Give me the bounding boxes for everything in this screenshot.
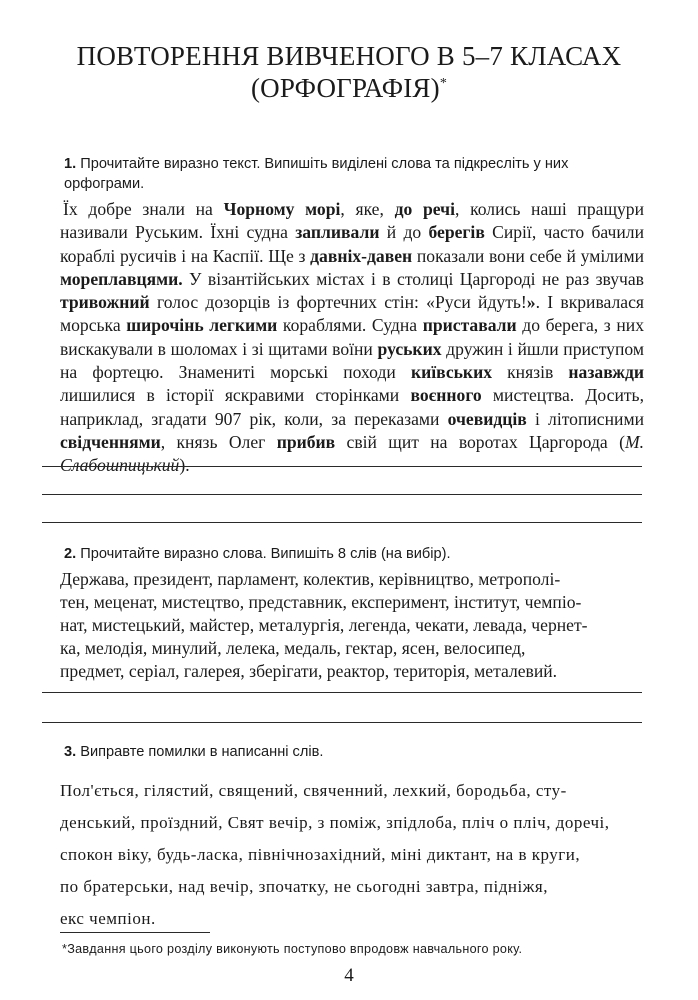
task3-line: денський, проїздний, Свят вечір, з поміж, зпідлоба, пліч о пліч, доречі,	[60, 813, 610, 832]
highlighted-word: київських	[410, 362, 492, 383]
highlighted-word: легкими	[209, 315, 278, 336]
highlighted-word: приставали	[422, 315, 517, 336]
author-name: М. Слабошпицький	[60, 431, 644, 476]
task1-instruction	[64, 154, 644, 194]
highlighted-word: запливали	[295, 222, 380, 243]
task2-number: 2.	[64, 546, 77, 562]
task3-instruction-text: Виправте помилки в написанні слів.	[80, 744, 324, 760]
highlighted-word: прибив	[276, 431, 336, 452]
task2-line: тен, меценат, мистецтво, представник, експеримент, інститут, чемпіо-	[60, 592, 582, 612]
task3-line: екс чемпіон.	[60, 909, 156, 928]
page-title-subtitle: (ОРФОГРАФІЯ)	[250, 73, 440, 103]
task1-instruction-line1: Прочитайте виразно текст. Випишіть виділені слова та підкресліть у них	[80, 156, 569, 172]
task3-number: 3.	[64, 744, 77, 760]
task3-word-list	[60, 775, 644, 935]
answer-line[interactable]	[42, 692, 642, 693]
task2-word-list	[60, 568, 644, 683]
highlighted-word: до речі	[394, 199, 455, 219]
highlighted-word: давніх-давен	[310, 245, 413, 266]
task1-instruction-line2: орфограми.	[64, 176, 145, 192]
highlighted-word: мореплавцями.	[60, 268, 183, 289]
footnote-divider	[60, 932, 210, 933]
highlighted-word: очевидців	[447, 408, 527, 429]
answer-line[interactable]	[42, 494, 642, 495]
highlighted-word: воєнного	[410, 385, 482, 406]
footnote-marker: *	[439, 76, 448, 91]
task2-instruction	[64, 544, 644, 564]
task2-line: Держава, президент, парламент, колектив, керівництво, метрополі-	[60, 569, 561, 589]
answer-line[interactable]	[42, 522, 642, 523]
task1-passage: Їх добре знали на Чорному морі, яке, до речі, колись наші пращури називали Руським. Їхні судна запливали й до берегів Сирії, часто бачили кораблі русичів і на Каспії. Ще з давніх-давен показали вони себе й умілими мореплавцями. У візантійських містах і в столиці Царгороді не раз звучав тривожний голос дозорців із фортечних стін: «Руси йдуть!». І вкривалася морська широчінь легкими кораблями. Судна приставали до берега, з них вискакували в шоломах і зі щитами воїни руських дружин і йшли приступом на фортецю. Знамениті морські походи київських князів назавжди лишилися в історії яскравими сторінками воєнного мистецтва. Досить, наприклад, згадати 907 рік, коли, за переказами очевидців і літописними свідченнями, князь Олег прибив свій щит на воротах Царгорода (М. Слабошпицький).	[60, 199, 645, 476]
answer-line[interactable]	[42, 722, 642, 723]
highlighted-word: тривожний	[60, 292, 150, 313]
highlighted-word: руських	[377, 338, 442, 359]
task2-line: нат, мистецький, майстер, металургія, легенда, чекати, левада, чернет-	[60, 615, 588, 635]
task2-line: ка, мелодія, минулий, лелека, медаль, гектар, ясен, велосипед,	[60, 638, 526, 658]
answer-line[interactable]	[42, 466, 642, 467]
highlighted-word: широчінь	[126, 315, 204, 336]
highlighted-word: Чорному морі	[223, 199, 341, 219]
highlighted-word: назавжди	[568, 362, 645, 383]
highlighted-word: »	[526, 292, 536, 313]
highlighted-word: свідченнями	[60, 431, 161, 452]
task3-line: спокон віку, будь-ласка, північнозахідний, міні диктант, на в круги,	[60, 845, 581, 864]
task3-line: Пол'ється, гілястий, священий, свяченний, лехкий, бородьба, сту-	[60, 781, 567, 800]
task2-instruction-text: Прочитайте виразно слова. Випишіть 8 слів (на вибір).	[80, 546, 451, 562]
footnote: *Завдання цього розділу виконують поступово впродовж навчального року.	[62, 942, 523, 956]
task3-instruction	[64, 742, 644, 762]
page-title-line2	[0, 72, 698, 105]
page-number: 4	[344, 965, 354, 986]
task2-line: предмет, серіал, галерея, зберігати, реактор, територія, металевий.	[60, 661, 558, 681]
task3-line: по братерськи, над вечір, зпочатку, не сьогодні завтра, підніжя,	[60, 877, 548, 896]
page-title-line1: ПОВТОРЕННЯ ВИВЧЕНОГО В 5–7 КЛАСАХ	[76, 41, 622, 71]
task1-number: 1.	[64, 156, 77, 172]
highlighted-word: берегів	[428, 222, 485, 243]
